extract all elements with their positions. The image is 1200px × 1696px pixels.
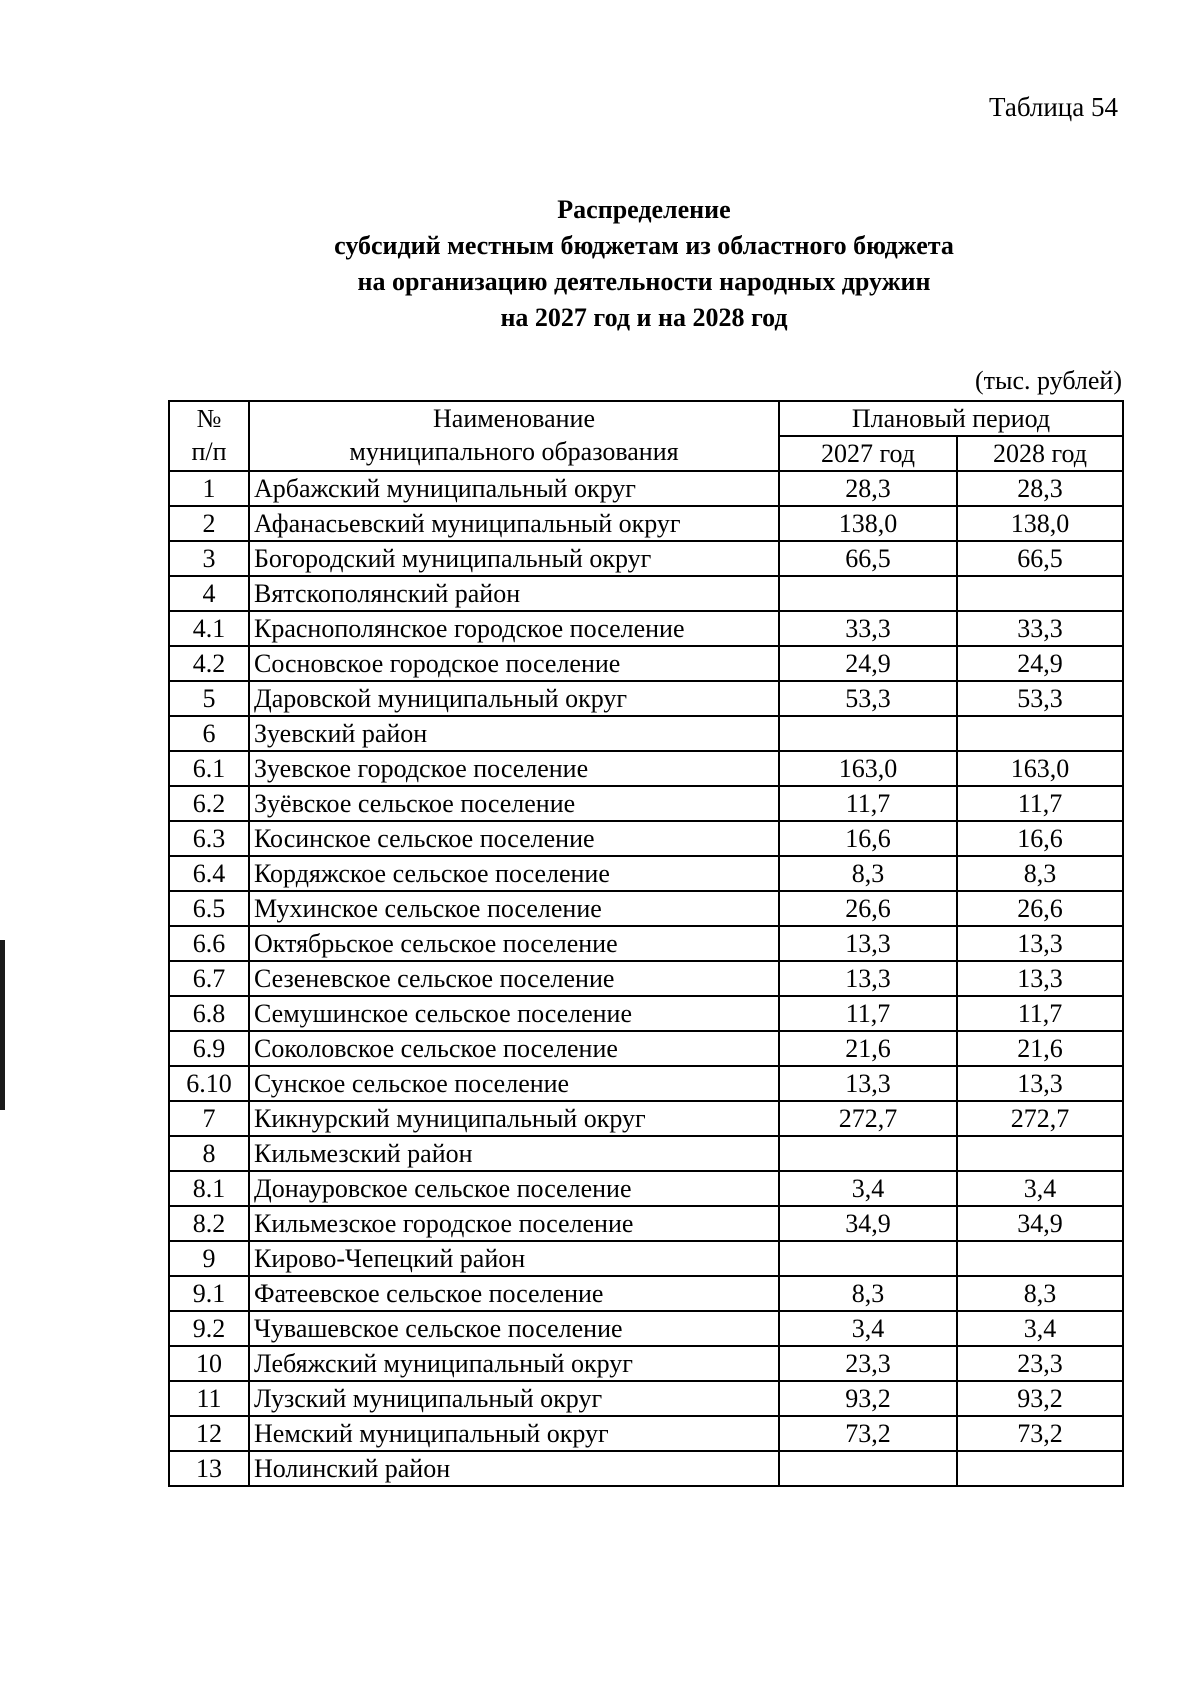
value-2027: 24,9 xyxy=(779,646,957,681)
value-2028: 16,6 xyxy=(957,821,1123,856)
title-line: на организацию деятельности народных дружин xyxy=(357,267,931,296)
row-number: 6.4 xyxy=(169,856,249,891)
value-2028: 272,7 xyxy=(957,1101,1123,1136)
value-2028: 138,0 xyxy=(957,506,1123,541)
value-2028: 13,3 xyxy=(957,1066,1123,1101)
municipality-name: Кордяжское сельское поселение xyxy=(249,856,779,891)
value-2027: 34,9 xyxy=(779,1206,957,1241)
value-2027: 3,4 xyxy=(779,1171,957,1206)
value-2027: 163,0 xyxy=(779,751,957,786)
table-row xyxy=(169,1311,1123,1346)
value-2027: 33,3 xyxy=(779,611,957,646)
row-number: 9.1 xyxy=(169,1276,249,1311)
table-row xyxy=(169,1206,1123,1241)
table-row xyxy=(169,471,1123,506)
table-row xyxy=(169,1381,1123,1416)
row-number: 6.5 xyxy=(169,891,249,926)
municipality-name: Сезеневское сельское поселение xyxy=(249,961,779,996)
municipality-name: Кикнурский муниципальный округ xyxy=(249,1101,779,1136)
scan-edge-mark xyxy=(0,940,5,1110)
table-row xyxy=(169,681,1123,716)
row-number: 6.1 xyxy=(169,751,249,786)
table-row xyxy=(169,961,1123,996)
value-2028: 8,3 xyxy=(957,856,1123,891)
row-number: 1 xyxy=(169,471,249,506)
value-2027: 73,2 xyxy=(779,1416,957,1451)
municipality-name: Кирово-Чепецкий район xyxy=(249,1241,779,1276)
table-body xyxy=(169,471,1123,1486)
row-number: 5 xyxy=(169,681,249,716)
value-2027: 11,7 xyxy=(779,786,957,821)
row-number: 6.10 xyxy=(169,1066,249,1101)
municipality-name: Сунское сельское поселение xyxy=(249,1066,779,1101)
row-number: 11 xyxy=(169,1381,249,1416)
municipality-name: Лебяжский муниципальный округ xyxy=(249,1346,779,1381)
table-row xyxy=(169,576,1123,611)
value-2028 xyxy=(957,716,1123,751)
value-2027 xyxy=(779,1451,957,1486)
title-line: субсидий местным бюджетам из областного бюджета xyxy=(334,231,954,260)
municipality-name: Октябрьское сельское поселение xyxy=(249,926,779,961)
row-number: 4.2 xyxy=(169,646,249,681)
value-2028 xyxy=(957,576,1123,611)
municipality-name: Афанасьевский муниципальный округ xyxy=(249,506,779,541)
municipality-name: Кильмезское городское поселение xyxy=(249,1206,779,1241)
value-2027: 26,6 xyxy=(779,891,957,926)
value-2027: 53,3 xyxy=(779,681,957,716)
table-row xyxy=(169,1031,1123,1066)
municipality-name: Семушинское сельское поселение xyxy=(249,996,779,1031)
value-2027: 93,2 xyxy=(779,1381,957,1416)
municipality-name: Мухинское сельское поселение xyxy=(249,891,779,926)
value-2028: 13,3 xyxy=(957,926,1123,961)
table-row xyxy=(169,1136,1123,1171)
value-2027: 3,4 xyxy=(779,1311,957,1346)
row-number: 8 xyxy=(169,1136,249,1171)
municipality-name: Нолинский район xyxy=(249,1451,779,1486)
table-row xyxy=(169,1101,1123,1136)
header-period-cell: Плановый период xyxy=(779,401,1123,436)
value-2027: 66,5 xyxy=(779,541,957,576)
value-2028: 34,9 xyxy=(957,1206,1123,1241)
municipality-name: Соколовское сельское поселение xyxy=(249,1031,779,1066)
table-row xyxy=(169,1066,1123,1101)
municipality-name: Сосновское городское поселение xyxy=(249,646,779,681)
value-2028 xyxy=(957,1136,1123,1171)
value-2028 xyxy=(957,1241,1123,1276)
table-row xyxy=(169,1241,1123,1276)
document-title xyxy=(168,192,1120,336)
units-label: (тыс. рублей) xyxy=(974,366,1122,395)
value-2027: 138,0 xyxy=(779,506,957,541)
header-row xyxy=(169,401,1123,436)
row-number: 7 xyxy=(169,1101,249,1136)
row-number: 6.7 xyxy=(169,961,249,996)
municipality-name: Зуевское городское поселение xyxy=(249,751,779,786)
value-2027 xyxy=(779,716,957,751)
value-2027: 23,3 xyxy=(779,1346,957,1381)
row-number: 9.2 xyxy=(169,1311,249,1346)
value-2028: 23,3 xyxy=(957,1346,1123,1381)
value-2028: 73,2 xyxy=(957,1416,1123,1451)
header-num-line1: № xyxy=(196,404,222,433)
table-row xyxy=(169,611,1123,646)
table-number: Таблица 54 xyxy=(989,92,1118,122)
municipality-name: Краснополянское городское поселение xyxy=(249,611,779,646)
value-2027: 8,3 xyxy=(779,856,957,891)
row-number: 6.8 xyxy=(169,996,249,1031)
title-line: Распределение xyxy=(557,195,731,224)
row-number: 2 xyxy=(169,506,249,541)
table-row xyxy=(169,506,1123,541)
table-row xyxy=(169,821,1123,856)
title-line: на 2027 год и на 2028 год xyxy=(500,303,788,332)
value-2028: 11,7 xyxy=(957,996,1123,1031)
value-2027: 8,3 xyxy=(779,1276,957,1311)
row-number: 8.2 xyxy=(169,1206,249,1241)
value-2027: 13,3 xyxy=(779,1066,957,1101)
table-row xyxy=(169,646,1123,681)
row-number: 3 xyxy=(169,541,249,576)
value-2028 xyxy=(957,1451,1123,1486)
municipality-name: Зуевский район xyxy=(249,716,779,751)
municipality-name: Арбажский муниципальный округ xyxy=(249,471,779,506)
table-row xyxy=(169,1171,1123,1206)
table-row xyxy=(169,1346,1123,1381)
header-name-cell xyxy=(249,401,779,471)
table-row xyxy=(169,856,1123,891)
municipality-name: Лузский муниципальный округ xyxy=(249,1381,779,1416)
value-2027: 28,3 xyxy=(779,471,957,506)
subsidy-table xyxy=(168,400,1124,1487)
table-row xyxy=(169,716,1123,751)
value-2027: 21,6 xyxy=(779,1031,957,1066)
row-number: 6.6 xyxy=(169,926,249,961)
row-number: 6.9 xyxy=(169,1031,249,1066)
value-2027: 11,7 xyxy=(779,996,957,1031)
value-2027 xyxy=(779,1241,957,1276)
table-row xyxy=(169,751,1123,786)
table-row xyxy=(169,1451,1123,1486)
value-2028: 11,7 xyxy=(957,786,1123,821)
table-row xyxy=(169,891,1123,926)
header-name-line1: Наименование xyxy=(433,404,595,433)
municipality-name: Зуёвское сельское поселение xyxy=(249,786,779,821)
row-number: 6 xyxy=(169,716,249,751)
header-year-2028: 2028 год xyxy=(957,436,1123,471)
value-2028: 163,0 xyxy=(957,751,1123,786)
value-2028: 66,5 xyxy=(957,541,1123,576)
table-row xyxy=(169,926,1123,961)
value-2027: 16,6 xyxy=(779,821,957,856)
table-row xyxy=(169,786,1123,821)
row-number: 4.1 xyxy=(169,611,249,646)
value-2028: 3,4 xyxy=(957,1311,1123,1346)
header-year-2027: 2027 год xyxy=(779,436,957,471)
value-2028: 24,9 xyxy=(957,646,1123,681)
municipality-name: Донауровское сельское поселение xyxy=(249,1171,779,1206)
row-number: 9 xyxy=(169,1241,249,1276)
header-num-cell xyxy=(169,401,249,471)
value-2027: 13,3 xyxy=(779,961,957,996)
value-2028: 28,3 xyxy=(957,471,1123,506)
row-number: 12 xyxy=(169,1416,249,1451)
table-row xyxy=(169,996,1123,1031)
table-row xyxy=(169,1276,1123,1311)
table-row xyxy=(169,1416,1123,1451)
value-2028: 3,4 xyxy=(957,1171,1123,1206)
municipality-name: Чувашевское сельское поселение xyxy=(249,1311,779,1346)
value-2028: 13,3 xyxy=(957,961,1123,996)
header-name-line2: муниципального образования xyxy=(349,437,679,466)
municipality-name: Кильмезский район xyxy=(249,1136,779,1171)
row-number: 4 xyxy=(169,576,249,611)
row-number: 8.1 xyxy=(169,1171,249,1206)
municipality-name: Косинское сельское поселение xyxy=(249,821,779,856)
value-2028: 8,3 xyxy=(957,1276,1123,1311)
table-row xyxy=(169,541,1123,576)
value-2027: 272,7 xyxy=(779,1101,957,1136)
table-header xyxy=(169,401,1123,471)
value-2027 xyxy=(779,576,957,611)
municipality-name: Вятскополянский район xyxy=(249,576,779,611)
row-number: 6.2 xyxy=(169,786,249,821)
municipality-name: Немский муниципальный округ xyxy=(249,1416,779,1451)
value-2028: 21,6 xyxy=(957,1031,1123,1066)
value-2028: 26,6 xyxy=(957,891,1123,926)
row-number: 6.3 xyxy=(169,821,249,856)
row-number: 13 xyxy=(169,1451,249,1486)
value-2028: 53,3 xyxy=(957,681,1123,716)
value-2027 xyxy=(779,1136,957,1171)
value-2028: 33,3 xyxy=(957,611,1123,646)
header-num-line2: п/п xyxy=(191,437,227,466)
municipality-name: Фатеевское сельское поселение xyxy=(249,1276,779,1311)
value-2027: 13,3 xyxy=(779,926,957,961)
row-number: 10 xyxy=(169,1346,249,1381)
municipality-name: Даровской муниципальный округ xyxy=(249,681,779,716)
municipality-name: Богородский муниципальный округ xyxy=(249,541,779,576)
value-2028: 93,2 xyxy=(957,1381,1123,1416)
